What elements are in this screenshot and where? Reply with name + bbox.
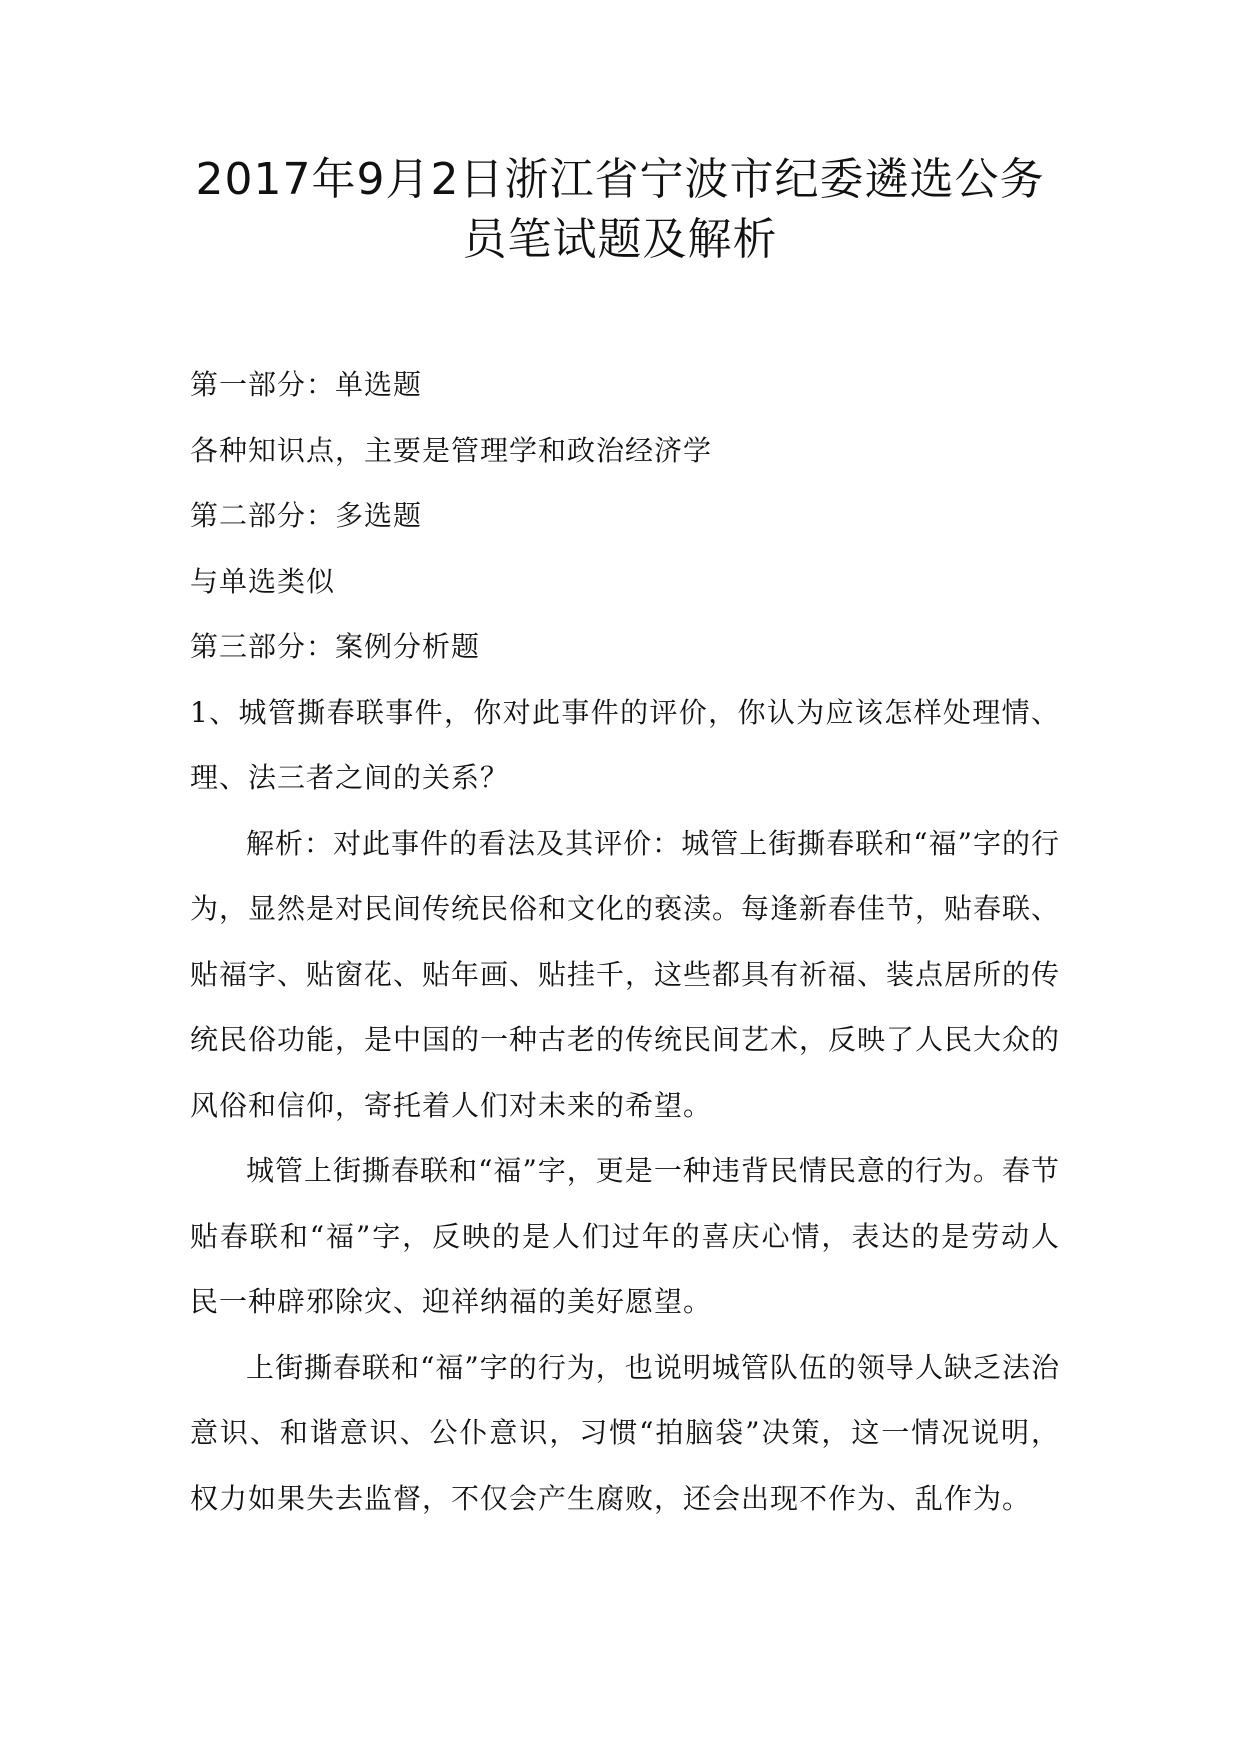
analysis-paragraph-3: 上街撕春联和“福”字的行为，也说明城管队伍的领导人缺乏法治意识、和谐意识、公仆意识，习惯“拍脑袋”决策，这一情况说明，权力如果失去监督，不仅会产生腐败，还会出现不作为、乱作为。 [190,1350,1060,1515]
title-line-2: 员笔试题及解析 [462,214,778,265]
section-heading-case-analysis: 第三部分：案例分析题 [190,630,481,663]
document-body [190,352,1060,1531]
section-note-multiple-choice: 与单选类似 [190,564,336,598]
document-title [180,150,1060,270]
title-line-1: 2017年9月2日浙江省宁波市纪委遴选公务 [195,154,1045,205]
section-heading-multiple-choice: 第二部分：多选题 [190,499,423,532]
question-1: 1、城管撕春联事件，你对此事件的评价，你认为应该怎样处理情、理、法三者之间的关系？ [190,695,1060,794]
analysis-paragraph-2: 城管上街撕春联和“福”字，更是一种违背民情民意的行为。春节贴春联和“福”字，反映的是人们过年的喜庆心情，表达的是劳动人民一种辟邪除灾、迎祥纳福的美好愿望。 [190,1154,1060,1318]
section-note-single-choice: 各种知识点，主要是管理学和政治经济学 [190,433,713,467]
analysis-paragraph-1: 解析：对此事件的看法及其评价：城管上街撕春联和“福”字的行为，显然是对民间传统民俗和文化的亵渎。每逢新春佳节，贴春联、贴福字、贴窗花、贴年画、贴挂千，这些都具有祈福、装点居所的传统民俗功能，是中国的一种古老的传统民间艺术，反映了人民大众的风俗和信仰，寄托着人们对未来的希望。 [190,826,1061,1122]
section-heading-single-choice: 第一部分：单选题 [190,368,423,401]
